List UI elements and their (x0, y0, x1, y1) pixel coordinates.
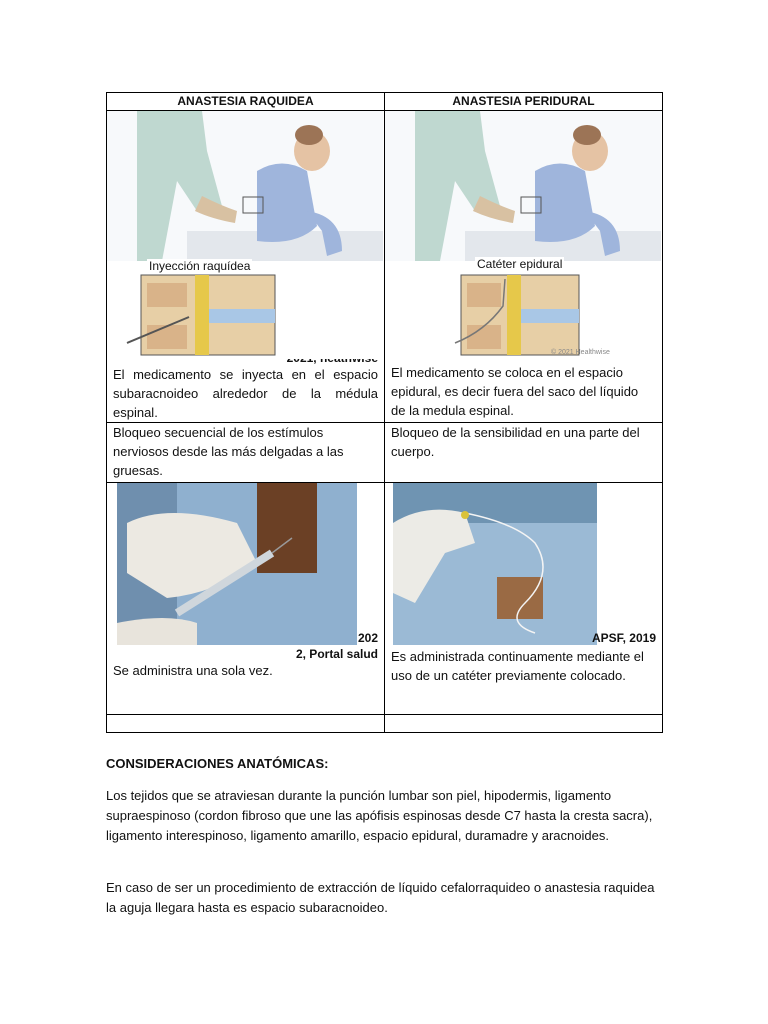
description-peridural: El medicamento se coloca en el espacio epidural, es decir fuera del saco del líquido de la medula espinal. (391, 365, 639, 418)
epidural-catheter-photo (385, 483, 662, 653)
epidural-catheter-illustration (385, 111, 662, 359)
empty-cell (107, 715, 385, 733)
spinal-injection-illustration (107, 111, 384, 359)
cell-peridural-illustration (385, 111, 663, 423)
section-title: CONSIDERACIONES ANATÓMICAS: (106, 756, 329, 771)
photo-credit-line-2: 2, Portal salud (295, 647, 378, 661)
section-paragraph-1: Los tejidos que se atraviesan durante la punción lumbar son piel, hipodermis, ligamento supraespinoso (cordon fibroso que une las apófisis espinosas desde C7 hasta la cresta sacra), ligamento interespinoso, ligamento amarillo, espacio epidural, duramadre y aracnoides. (106, 788, 653, 843)
effect-peridural: Bloqueo de la sensibilidad en una parte del cuerpo. (391, 425, 640, 459)
epidural-catheter-image (385, 483, 661, 653)
effect-raquidea: Bloqueo secuencial de los estímulos nerviosos desde las más delgadas a las gruesas. (113, 425, 344, 478)
table-header-row (107, 93, 663, 111)
illustration-label: Catéter epidural (477, 257, 563, 271)
empty-cell (385, 715, 663, 733)
cell-raquidea-photo (107, 483, 385, 715)
cell-raquidea-effect (107, 423, 385, 483)
spinal-needle-photo (107, 483, 384, 653)
spinal-needle-image (107, 483, 383, 653)
header-peridural: ANASTESIA PERIDURAL (385, 93, 663, 111)
illustration-label: Inyección raquídea (149, 259, 251, 273)
description-raquidea: El medicamento se inyecta en el espacio subaracnoideo alrededor de la médula espinal. (113, 367, 378, 420)
patient-spinal-injection-image (107, 111, 383, 359)
table-row (107, 483, 663, 715)
table-row-empty (107, 715, 663, 733)
administration-peridural: Es administrada continuamente mediante el uso de un catéter previamente colocado. (391, 649, 644, 683)
table-row (107, 111, 663, 423)
cell-raquidea-illustration (107, 111, 385, 423)
table-row (107, 423, 663, 483)
cell-peridural-photo (385, 483, 663, 715)
photo-credit: APSF, 2019 (591, 631, 656, 645)
administration-raquidea: Se administra una sola vez. (113, 663, 273, 678)
header-raquidea: ANASTESIA RAQUIDEA (107, 93, 385, 111)
cell-peridural-effect (385, 423, 663, 483)
section-paragraph-2: En caso de ser un procedimiento de extracción de líquido cefalorraquideo o anastesia raquidea la aguja llegara hasta es espacio subaracnoideo. (106, 880, 655, 915)
comparison-table (106, 92, 663, 733)
illustration-watermark: © 2021 Healthwise (551, 349, 610, 356)
patient-epidural-catheter-image (385, 111, 661, 359)
photo-credit-line-1: 202 (357, 631, 378, 645)
